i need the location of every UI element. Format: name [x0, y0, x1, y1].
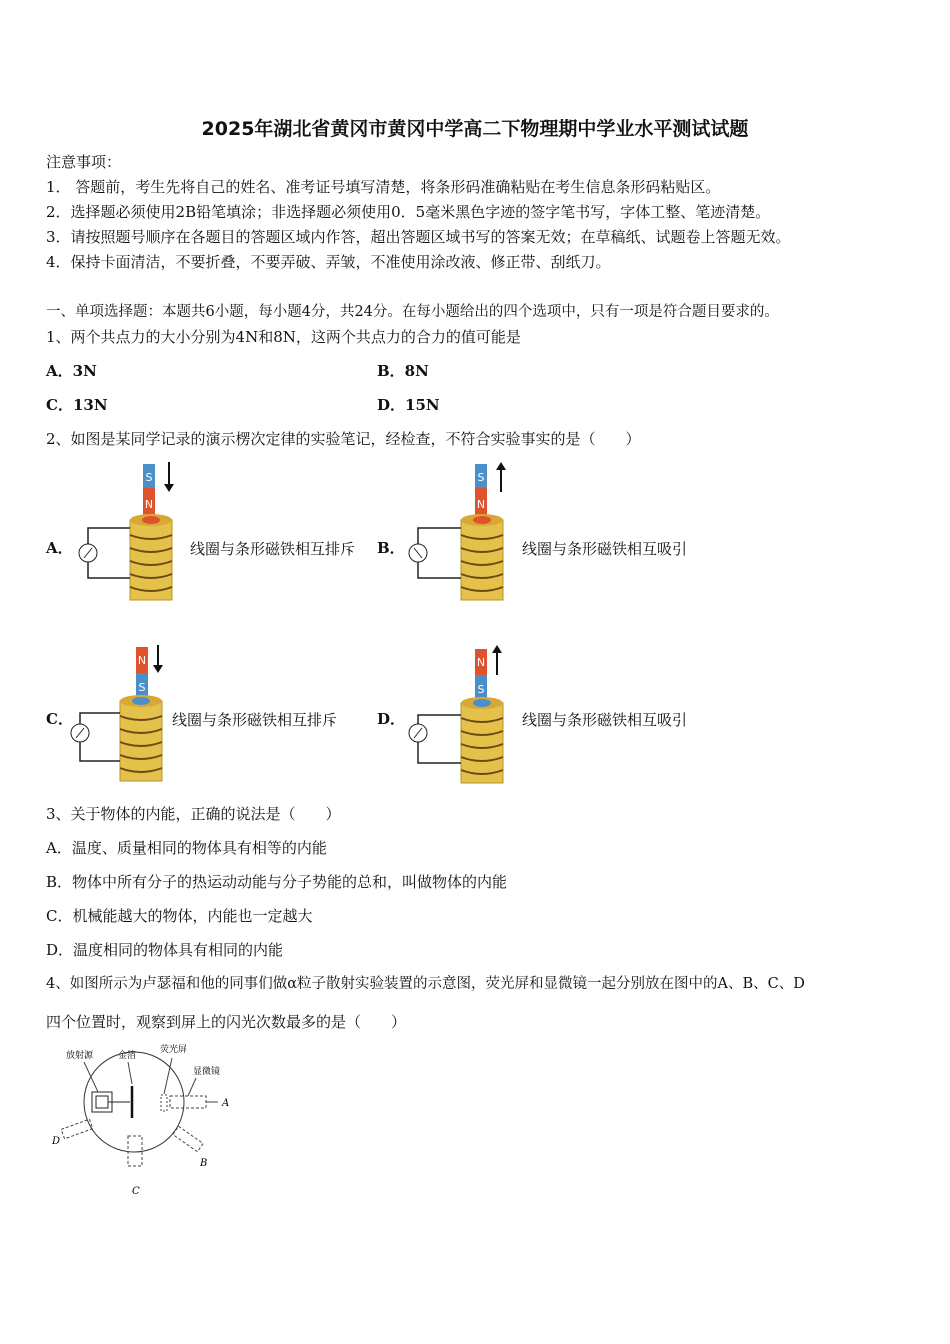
- q1-option-c: C．13N: [46, 396, 108, 414]
- pole-s-label: S: [477, 471, 485, 484]
- pole-s-label: S: [138, 681, 146, 694]
- pole-s-label: S: [145, 471, 153, 484]
- label-d: D: [52, 1136, 61, 1147]
- q2-option-d-label: D．: [377, 710, 406, 728]
- pole-n-label: N: [476, 656, 486, 669]
- notice-item-3: 3．请按照题号顺序在各题目的答题区域内作答，超出答题区域书写的答案无效；在草稿纸、试题卷上答题无效。: [46, 228, 791, 246]
- label-microscope: 显微镜: [193, 1067, 221, 1077]
- label-source: 放射源: [66, 1051, 94, 1061]
- q2-option-c-label: C．: [46, 710, 73, 728]
- q1-stem: 1、两个共点力的大小分别为4N和8N，这两个共点力的合力的值可能是: [46, 328, 521, 346]
- q3-stem: 3、关于物体的内能，正确的说法是（ ）: [46, 805, 341, 823]
- q3-option-d: D．温度相同的物体具有相同的内能: [46, 941, 284, 959]
- q1-option-d: D．15N: [377, 396, 440, 414]
- pole-s-label: S: [477, 683, 485, 696]
- section-heading: 一、单项选择题：本题共6小题，每小题4分，共24分。在每小题给出的四个选项中，只有一项是符合题目要求的。: [46, 304, 779, 320]
- q2-stem: 2、如图是某同学记录的演示楞次定律的实验笔记，经检查，不符合实验事实的是（ ）: [46, 430, 641, 448]
- q1-option-b: B．8N: [377, 362, 429, 380]
- notice-item-1: 1． 答题前，考生先将自己的姓名、准考证号填写清楚，将条形码准确粘贴在考生信息条形码粘贴区。: [46, 178, 721, 196]
- alpha-scattering-figure: [48, 1040, 248, 1200]
- pole-n-label: N: [476, 498, 486, 511]
- q2-option-c-text: 线圈与条形磁铁相互排斥: [172, 711, 338, 729]
- label-b: B: [200, 1158, 208, 1169]
- pole-n-label: N: [137, 654, 147, 667]
- coil-figure-d: [405, 643, 515, 785]
- label-a: A: [222, 1098, 230, 1109]
- coil-figure-a: [75, 460, 185, 602]
- q2-option-a-label: A．: [46, 539, 73, 557]
- q1-option-a: A．3N: [46, 362, 97, 380]
- label-c: C: [132, 1186, 140, 1197]
- coil-figure-c: [70, 643, 180, 783]
- notice-item-4: 4．保持卡面清洁，不要折叠，不要弄破、弄皱，不准使用涂改液、修正带、刮纸刀。: [46, 253, 611, 271]
- pole-n-label: N: [144, 498, 154, 511]
- q2-option-b-label: B．: [377, 539, 405, 557]
- q2-option-b-text: 线圈与条形磁铁相互吸引: [522, 540, 688, 558]
- q3-option-c: C．机械能越大的物体，内能也一定越大: [46, 907, 313, 925]
- q2-option-d-text: 线圈与条形磁铁相互吸引: [522, 711, 688, 729]
- label-screen: 荧光屏: [160, 1045, 188, 1055]
- q4-stem-line2: 四个位置时，观察到屏上的闪光次数最多的是（ ）: [46, 1013, 407, 1031]
- page-title: 2025年湖北省黄冈市黄冈中学高二下物理期中学业水平测试试题: [201, 118, 749, 140]
- q4-stem-line1: 4、如图所示为卢瑟福和他的同事们做α粒子散射实验装置的示意图，荧光屏和显微镜一起分别放在图中的A、B、C、D: [46, 976, 805, 992]
- q2-option-a-text: 线圈与条形磁铁相互排斥: [190, 540, 356, 558]
- coil-figure-b: [405, 460, 515, 602]
- label-foil: 金箔: [118, 1051, 137, 1061]
- q3-option-a: A．温度、质量相同的物体具有相等的内能: [46, 839, 327, 857]
- notice-item-2: 2．选择题必须使用2B铅笔填涂；非选择题必须使用0．5毫米黑色字迹的签字笔书写，字体工整、笔迹清楚。: [46, 203, 771, 221]
- notice-heading: 注意事项：: [46, 153, 122, 171]
- q3-option-b: B．物体中所有分子的热运动动能与分子势能的总和，叫做物体的内能: [46, 873, 508, 891]
